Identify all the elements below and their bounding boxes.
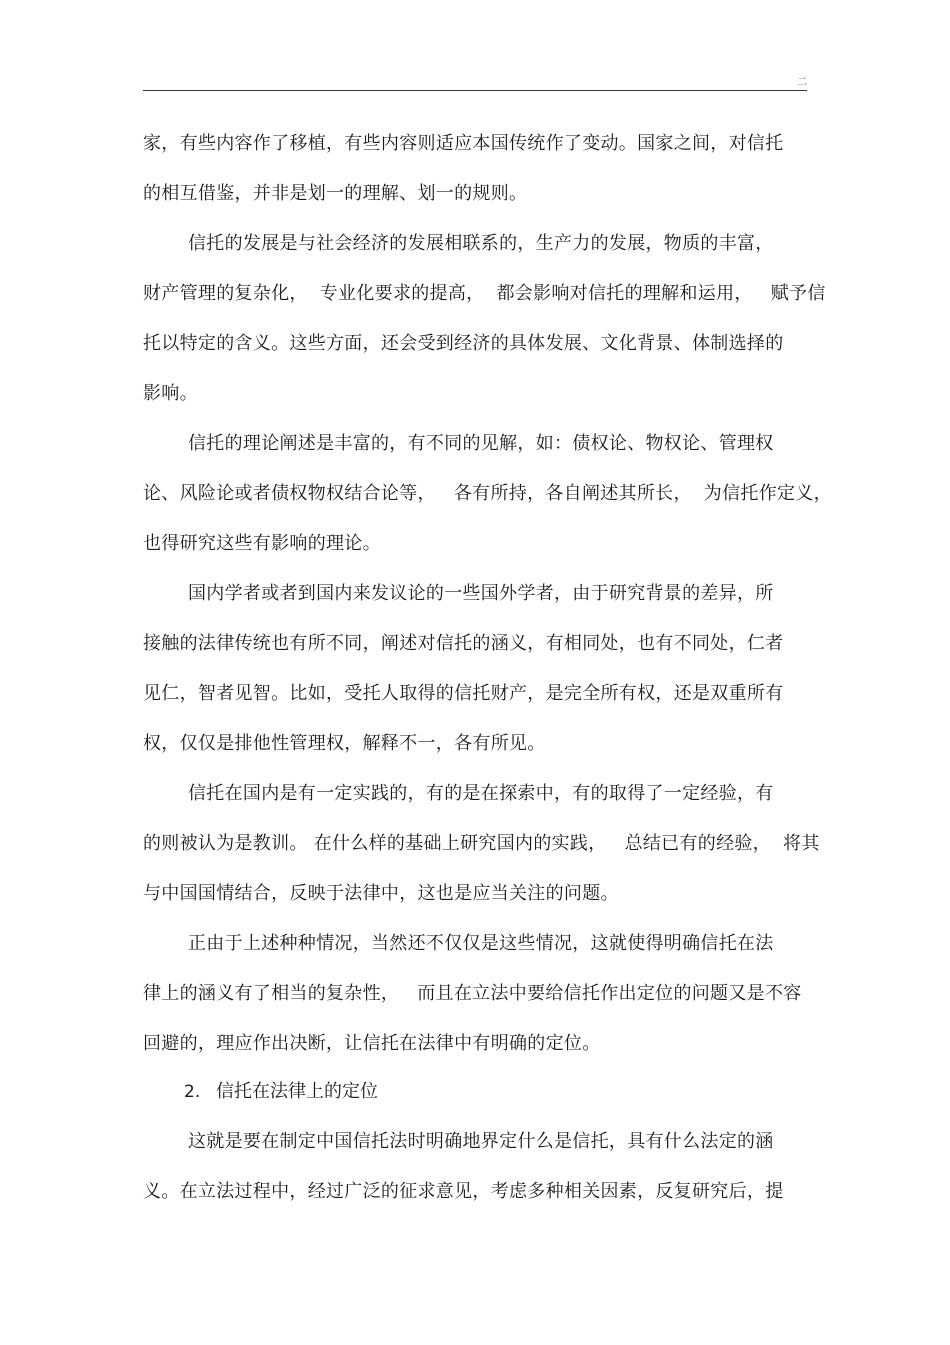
paragraph-start-line: 正由于上述种种情况，当然还不仅仅是这些情况，这就使得明确信托在法 — [188, 933, 774, 954]
paragraph-start-line: 信托的理论阐述是丰富的，有不同的见解，如：债权论、物权论、管理权 — [188, 433, 774, 454]
header-rule — [143, 90, 807, 91]
text-line: 见仁，智者见智。比如，受托人取得的信托财产，是完全所有权，还是双重所有 — [143, 683, 784, 704]
text-line: 与中国国情结合，反映于法律中，这也是应当关注的问题。 — [143, 883, 619, 904]
text-line: 影响。 — [143, 383, 198, 404]
text-line: 的相互借鉴，并非是划一的理解、划一的规则。 — [143, 183, 528, 204]
text-line: 财产管理的复杂化， 专业化要求的提高， 都会影响对信托的理解和运用， 赋予信 — [143, 283, 826, 304]
section-heading: 信托在法律上的定位 — [216, 1081, 378, 1102]
paragraph-start-line: 这就是要在制定中国信托法时明确地界定什么是信托，具有什么法定的涵 — [188, 1131, 774, 1152]
text-line: 回避的，理应作出决断，让信托在法律中有明确的定位。 — [143, 1033, 601, 1054]
text-line: 托以特定的含义。这些方面，还会受到经济的具体发展、文化背景、体制选择的 — [143, 333, 784, 354]
text-line: 义。在立法过程中，经过广泛的征求意见，考虑多种相关因素，反复研究后，提 — [143, 1181, 784, 1202]
text-line: 的则被认为是教训。 在什么样的基础上研究国内的实践， 总结已有的经验， 将其 — [143, 833, 820, 854]
text-line: 也得研究这些有影响的理论。 — [143, 533, 381, 554]
paragraph-start-line: 国内学者或者到国内来发议论的一些国外学者，由于研究背景的差异，所 — [188, 583, 774, 604]
text-line: 接触的法律传统也有所不同，阐述对信托的涵义，有相同处，也有不同处，仁者 — [143, 633, 784, 654]
paragraph-start-line: 信托的发展是与社会经济的发展相联系的，生产力的发展，物质的丰富， — [188, 233, 774, 254]
text-line: 权，仅仅是排他性管理权，解释不一，各有所见。 — [143, 733, 546, 754]
paragraph-start-line: 信托在国内是有一定实践的，有的是在探索中，有的取得了一定经验，有 — [188, 783, 774, 804]
text-line: 家，有些内容作了移植，有些内容则适应本国传统作了变动。国家之间，对信托 — [143, 133, 784, 154]
page-number: 二 — [797, 77, 807, 88]
text-line: 律上的涵义有了相当的复杂性， 而且在立法中要给信托作出定位的问题又是不容 — [143, 983, 802, 1004]
text-line: 论、风险论或者债权物权结合论等， 各有所持，各自阐述其所长， 为信托作定义， — [143, 483, 832, 504]
section-number: 2. — [184, 1082, 201, 1102]
